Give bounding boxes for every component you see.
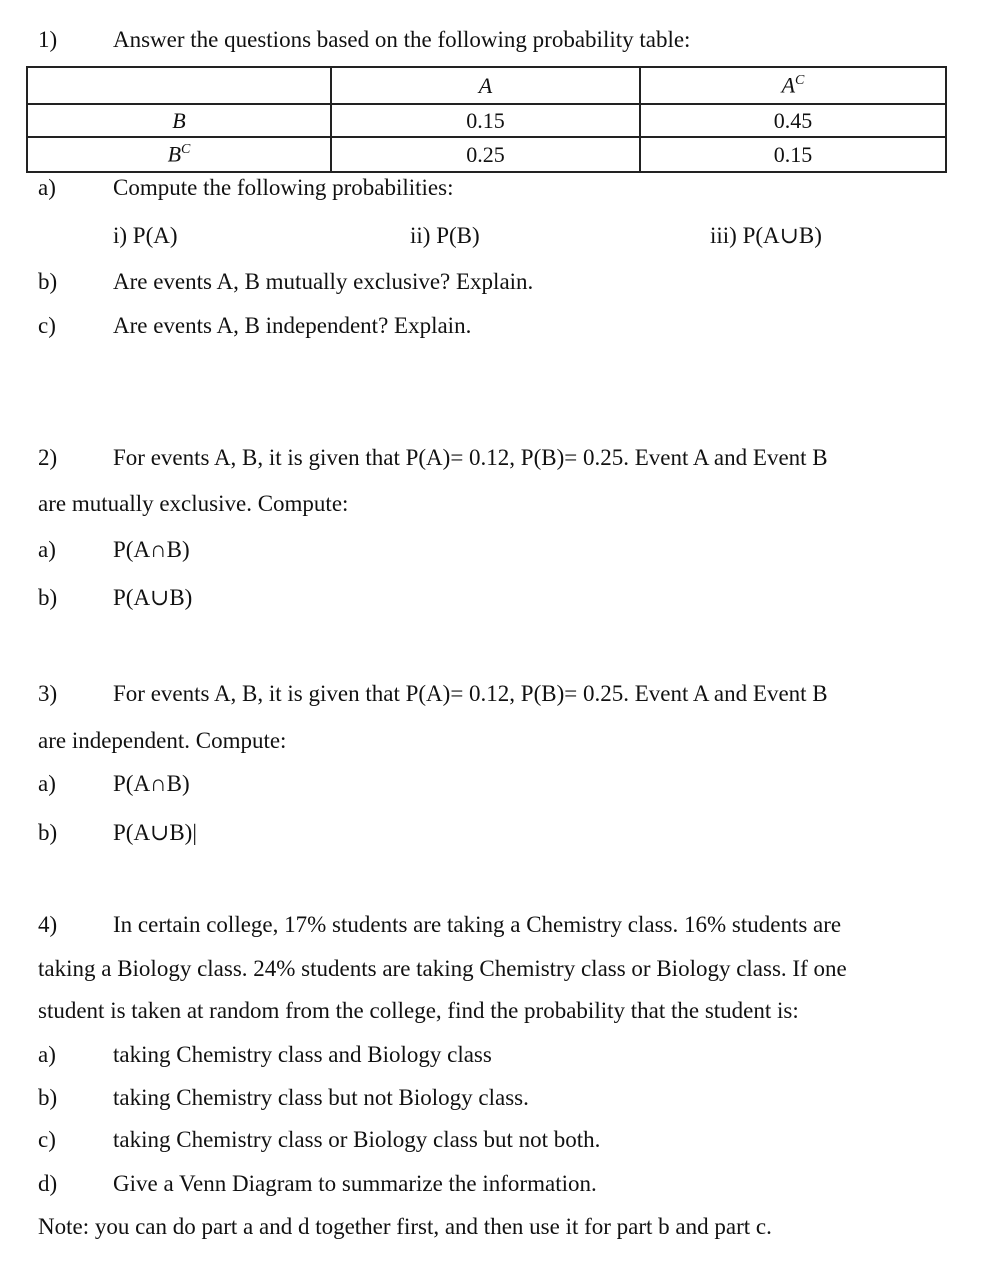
q4d-text: Give a Venn Diagram to summarize the information.	[113, 1171, 597, 1196]
q4b-text: taking Chemistry class but not Biology class.	[113, 1085, 529, 1110]
table-cell: 0.15	[640, 137, 946, 172]
complement-superscript: C	[795, 73, 805, 89]
q1-prompt: Answer the questions based on the following probability table:	[113, 27, 691, 52]
table-row-label: $B^C$	[27, 137, 331, 172]
q1b-label: b)	[38, 269, 58, 294]
q3-number: 3)	[38, 681, 58, 706]
q4b-label: b)	[38, 1085, 58, 1110]
q4a-label: a)	[38, 1042, 56, 1067]
q1a-item-3: iii) P(A∪B)	[710, 223, 822, 248]
q2a-label: a)	[38, 537, 56, 562]
q4-line1: In certain college, 17% students are taking a Chemistry class. 16% students are	[113, 912, 842, 937]
table-cell: 0.25	[331, 137, 640, 172]
q2a-expr: P(A∩B)	[113, 537, 190, 562]
complement-superscript: C	[181, 142, 191, 158]
table-row	[27, 104, 946, 137]
q2-number: 2)	[38, 445, 58, 470]
table-row	[27, 137, 946, 172]
q2-line2: are mutually exclusive. Compute:	[38, 491, 349, 516]
q3-line2: are independent. Compute:	[38, 728, 287, 753]
q4c-text: taking Chemistry class or Biology class but not both.	[113, 1127, 601, 1152]
q1a-item-2: ii) P(B)	[410, 223, 480, 248]
table-col-header: A	[331, 67, 640, 104]
q3b-expr: P(A∪B)|	[113, 820, 197, 845]
q1a-label: a)	[38, 175, 56, 200]
q3-line1: For events A, B, it is given that P(A)= 0.12, P(B)= 0.25. Event A and Event B	[113, 681, 828, 706]
probability-table	[26, 66, 947, 173]
q1-number: 1)	[38, 27, 58, 52]
q2b-expr: P(A∪B)	[113, 585, 193, 610]
q1b-text: Are events A, B mutually exclusive? Explain.	[113, 269, 534, 294]
q1c-text: Are events A, B independent? Explain.	[113, 313, 472, 338]
q4-note: Note: you can do part a and d together first, and then use it for part b and part c.	[38, 1214, 772, 1239]
q1a-text: Compute the following probabilities:	[113, 175, 454, 200]
q4-number: 4)	[38, 912, 58, 937]
q3a-expr: P(A∩B)	[113, 771, 190, 796]
table-col-header: $A^C$	[640, 67, 946, 104]
q1a-item-1: i) P(A)	[113, 223, 178, 248]
table-header-row	[27, 67, 946, 104]
q4c-label: c)	[38, 1127, 56, 1152]
table-cell: 0.15	[331, 104, 640, 137]
q1c-label: c)	[38, 313, 56, 338]
q2-line1: For events A, B, it is given that P(A)= 0.12, P(B)= 0.25. Event A and Event B	[113, 445, 828, 470]
q4-line2: taking a Biology class. 24% students are taking Chemistry class or Biology class. If one	[38, 956, 847, 981]
table-corner-cell	[27, 67, 331, 104]
table-row-label: B	[27, 104, 331, 137]
q3b-label: b)	[38, 820, 58, 845]
q4a-text: taking Chemistry class and Biology class	[113, 1042, 492, 1067]
q4d-label: d)	[38, 1171, 58, 1196]
q3a-label: a)	[38, 771, 56, 796]
q4-line3: student is taken at random from the college, find the probability that the student is:	[38, 998, 799, 1023]
table-cell: 0.45	[640, 104, 946, 137]
q2b-label: b)	[38, 585, 58, 610]
